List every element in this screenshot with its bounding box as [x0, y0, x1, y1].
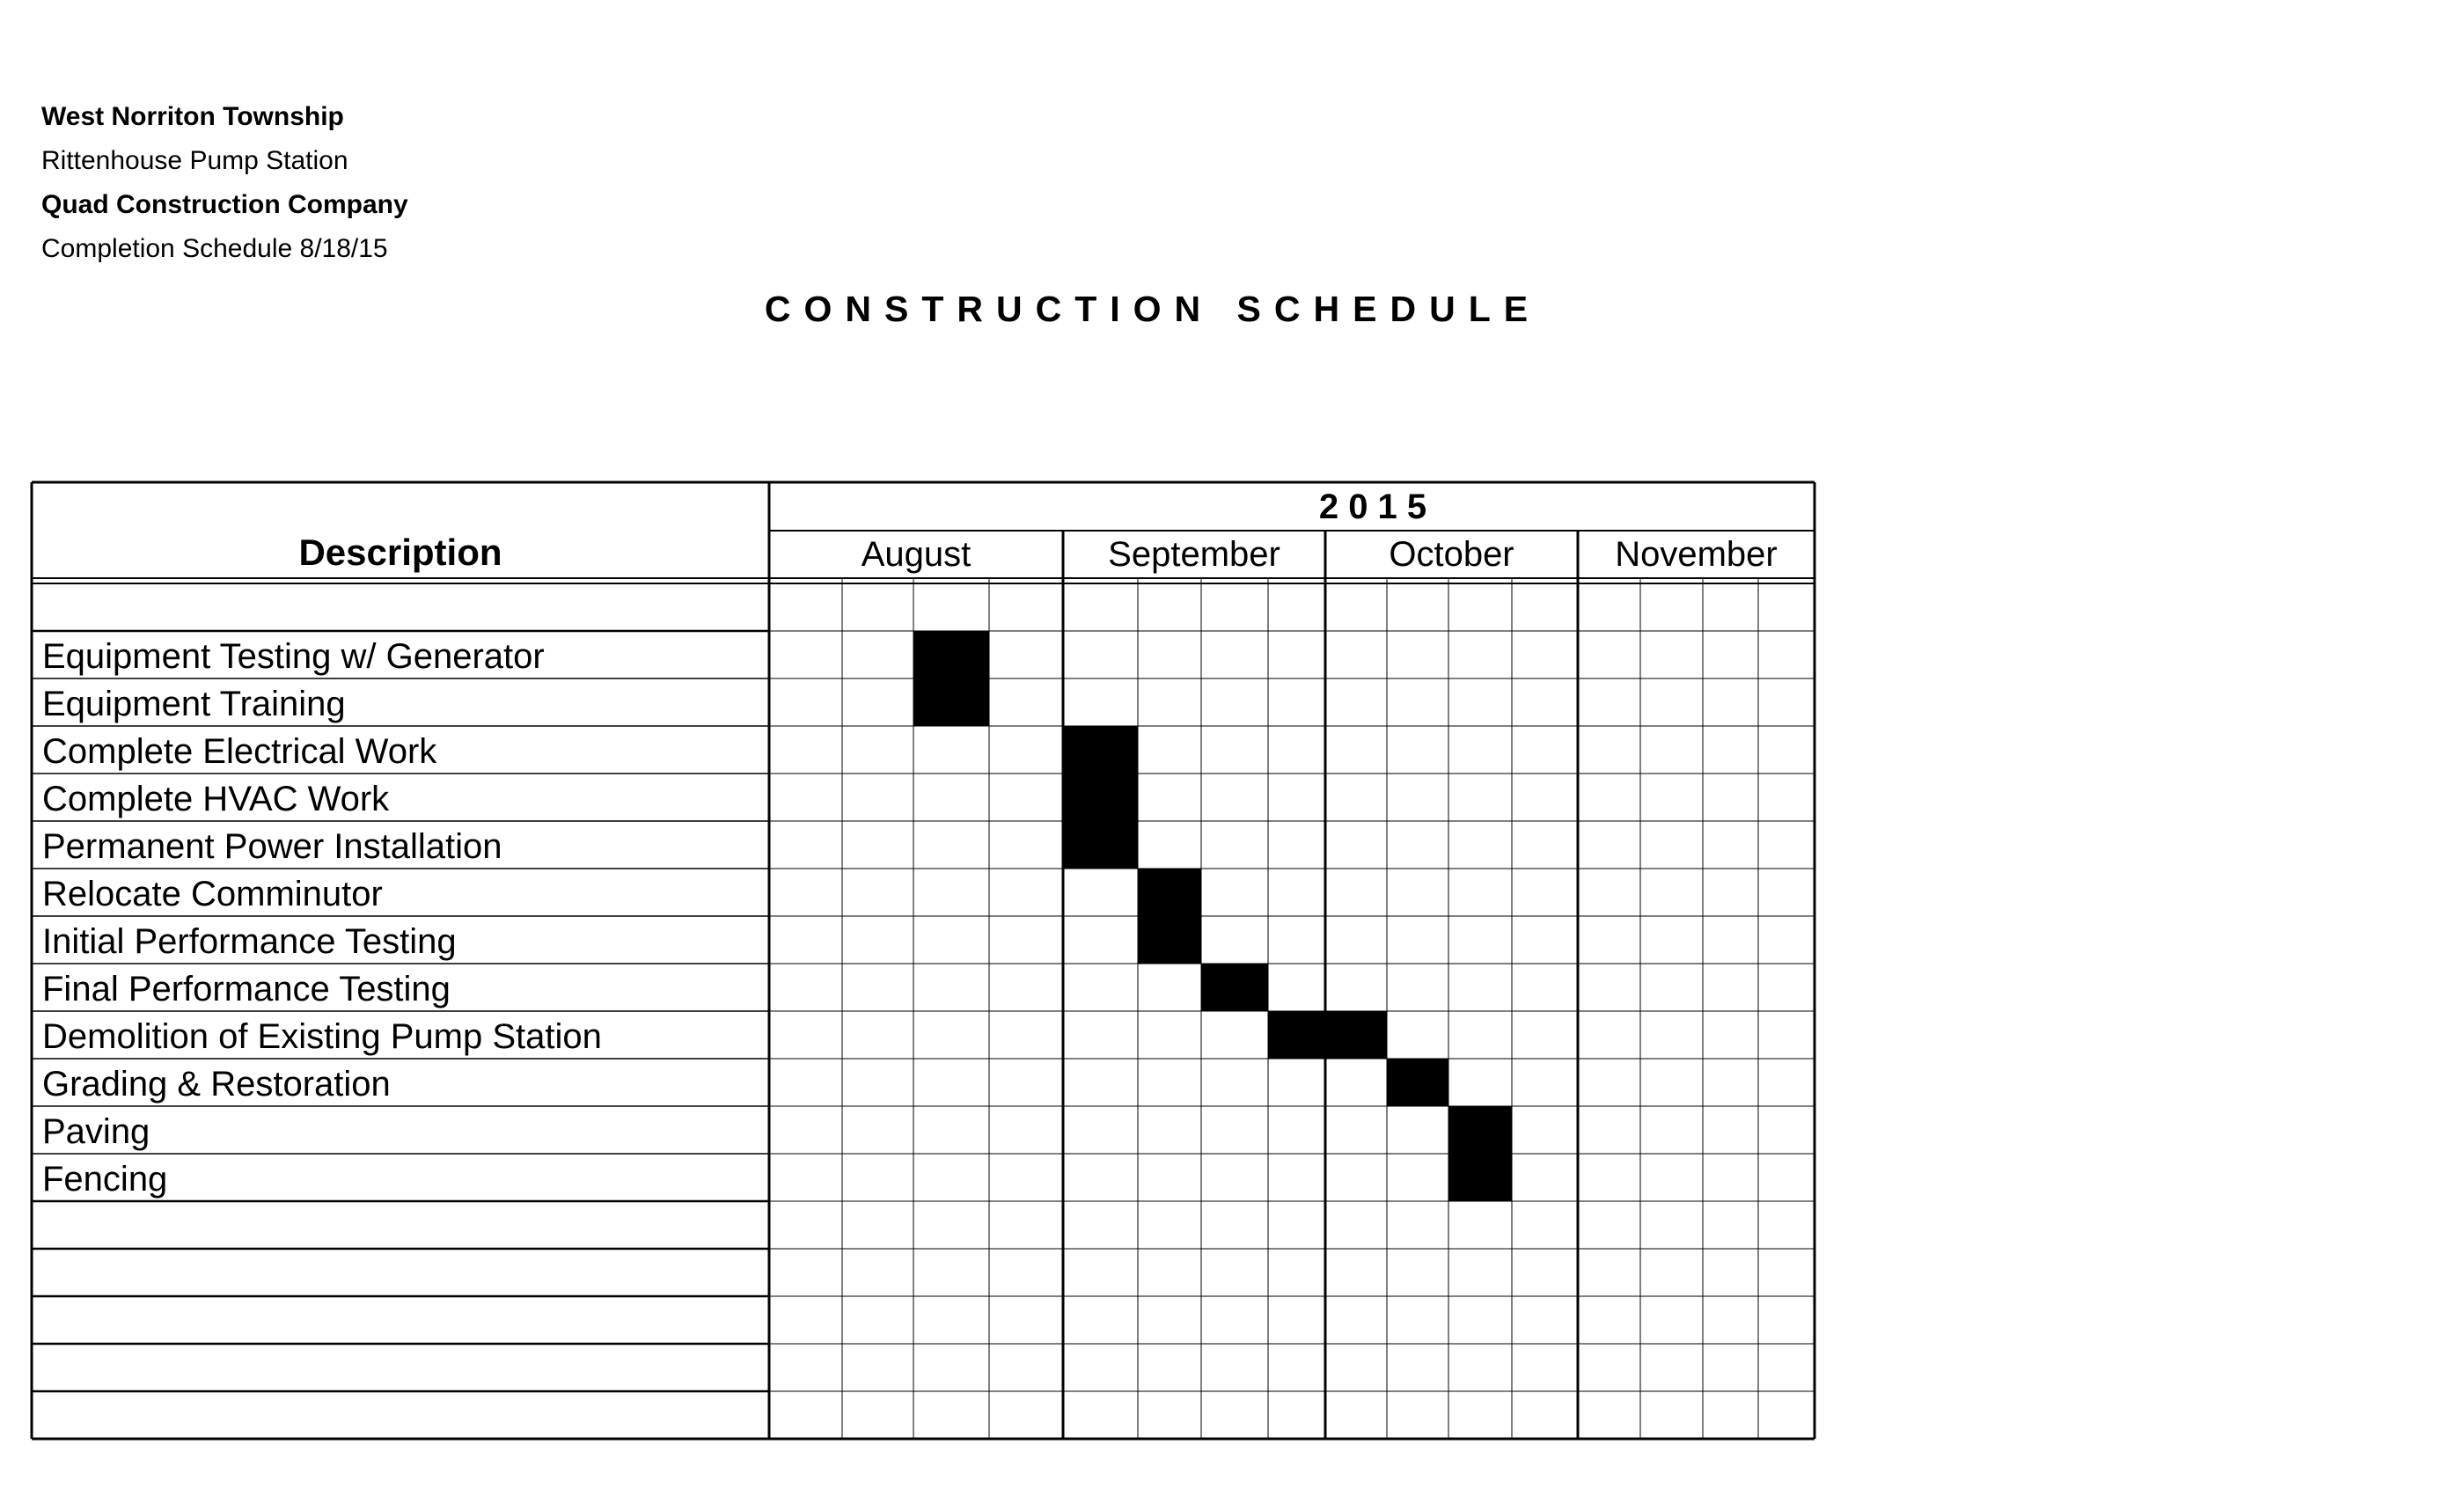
gantt-bar: [1448, 1106, 1512, 1154]
task-label: Fencing: [42, 1160, 168, 1199]
project-name: Rittenhouse Pump Station: [41, 146, 348, 175]
gantt-bar: [1138, 869, 1201, 916]
month-label: October: [1389, 535, 1514, 574]
gantt-bar: [1138, 916, 1201, 964]
gantt-bar: [1063, 821, 1138, 869]
gantt-labels: [42, 488, 1778, 1199]
task-label: Grading & Restoration: [42, 1065, 391, 1104]
task-label: Relocate Comminutor: [42, 875, 383, 913]
month-label: September: [1108, 535, 1280, 574]
contractor-name: Quad Construction Company: [41, 190, 408, 219]
gantt-bar: [1063, 774, 1138, 821]
schedule-title: CONSTRUCTION SCHEDULE: [764, 289, 1542, 329]
gantt-bar: [1063, 726, 1138, 774]
task-label: Paving: [42, 1112, 150, 1151]
gantt-bar: [1268, 1011, 1387, 1059]
task-label: Complete HVAC Work: [42, 780, 390, 818]
month-label: November: [1615, 535, 1778, 574]
gantt-bar: [1201, 964, 1268, 1011]
task-label: Complete Electrical Work: [42, 732, 437, 771]
description-header: Description: [298, 532, 502, 573]
schedule-date: Completion Schedule 8/18/15: [41, 234, 388, 263]
gantt-bar: [913, 678, 989, 726]
gantt-bar: [913, 631, 989, 678]
task-label: Initial Performance Testing: [42, 922, 457, 961]
month-label: August: [861, 535, 972, 574]
task-label: Permanent Power Installation: [42, 827, 502, 866]
gantt-bar: [1448, 1154, 1512, 1201]
gantt-bar: [1387, 1059, 1448, 1106]
township-name: West Norriton Township: [41, 102, 344, 131]
task-label: Final Performance Testing: [42, 970, 451, 1008]
task-label: Equipment Training: [42, 685, 346, 723]
task-label: Equipment Testing w/ Generator: [42, 637, 545, 676]
year-label: 2 0 1 5: [1318, 488, 1427, 526]
task-label: Demolition of Existing Pump Station: [42, 1017, 602, 1056]
